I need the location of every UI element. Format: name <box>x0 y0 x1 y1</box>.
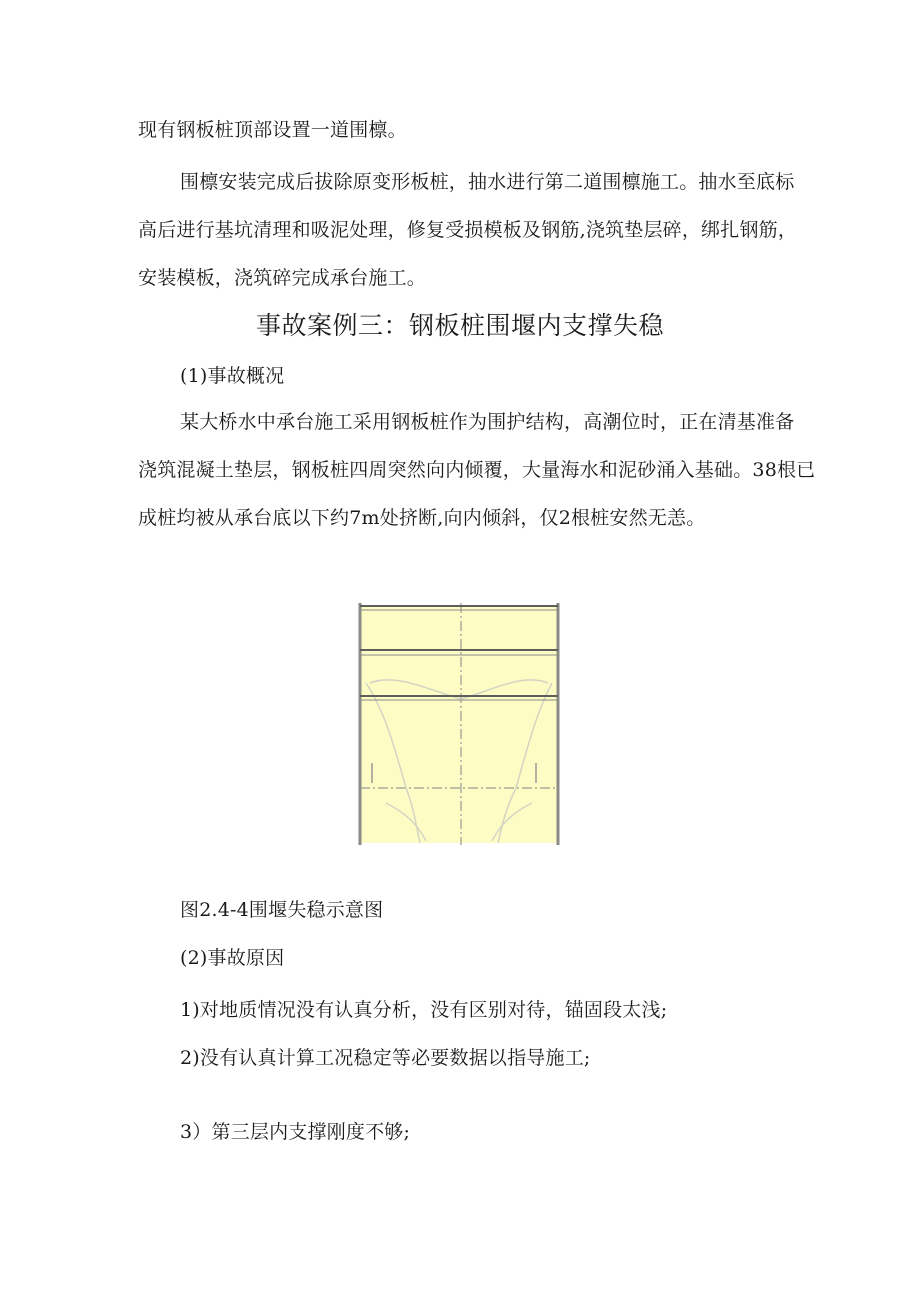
paragraph-line: 现有钢板桩顶部设置一道围檩。 <box>138 119 407 141</box>
diagram-background <box>359 605 559 843</box>
section-title: (2)事故原因 <box>180 947 285 969</box>
figure-caption: 图2.4-4围堰失稳示意图 <box>180 899 384 921</box>
cause-item: 1)对地质情况没有认真分析，没有区别对待，锚固段太浅; <box>180 999 668 1021</box>
cause-item: 2)没有认真计算工况稳定等必要数据以指导施工; <box>180 1047 591 1069</box>
paragraph-line: 围檩安装完成后拔除原变形板桩，抽水进行第二道围檩施工。抽水至底标 <box>180 171 795 193</box>
paragraph-line: 高后进行基坑清理和吸泥处理，修复受损模板及钢筋,浇筑垫层碎，绑扎钢筋， <box>138 219 798 241</box>
cause-item: 3）第三层内支撑刚度不够; <box>180 1121 411 1143</box>
section-title: (1)事故概况 <box>180 365 285 387</box>
cofferdam-diagram <box>356 603 562 845</box>
paragraph-line: 浇筑混凝土垫层，钢板桩四周突然向内倾覆，大量海水和泥砂涌入基础。38根已 <box>138 459 816 481</box>
case-title: 事故案例三：钢板桩围堰内支撑失稳 <box>255 311 664 340</box>
paragraph-line: 安装模板，浇筑碎完成承台施工。 <box>138 267 427 289</box>
paragraph-line: 某大桥水中承台施工采用钢板桩作为围护结构，高潮位时，正在清基准备 <box>180 411 795 433</box>
paragraph-line: 成桩均被从承台底以下约7m处挤断,向内倾斜，仅2根桩安然无恙。 <box>138 507 706 529</box>
